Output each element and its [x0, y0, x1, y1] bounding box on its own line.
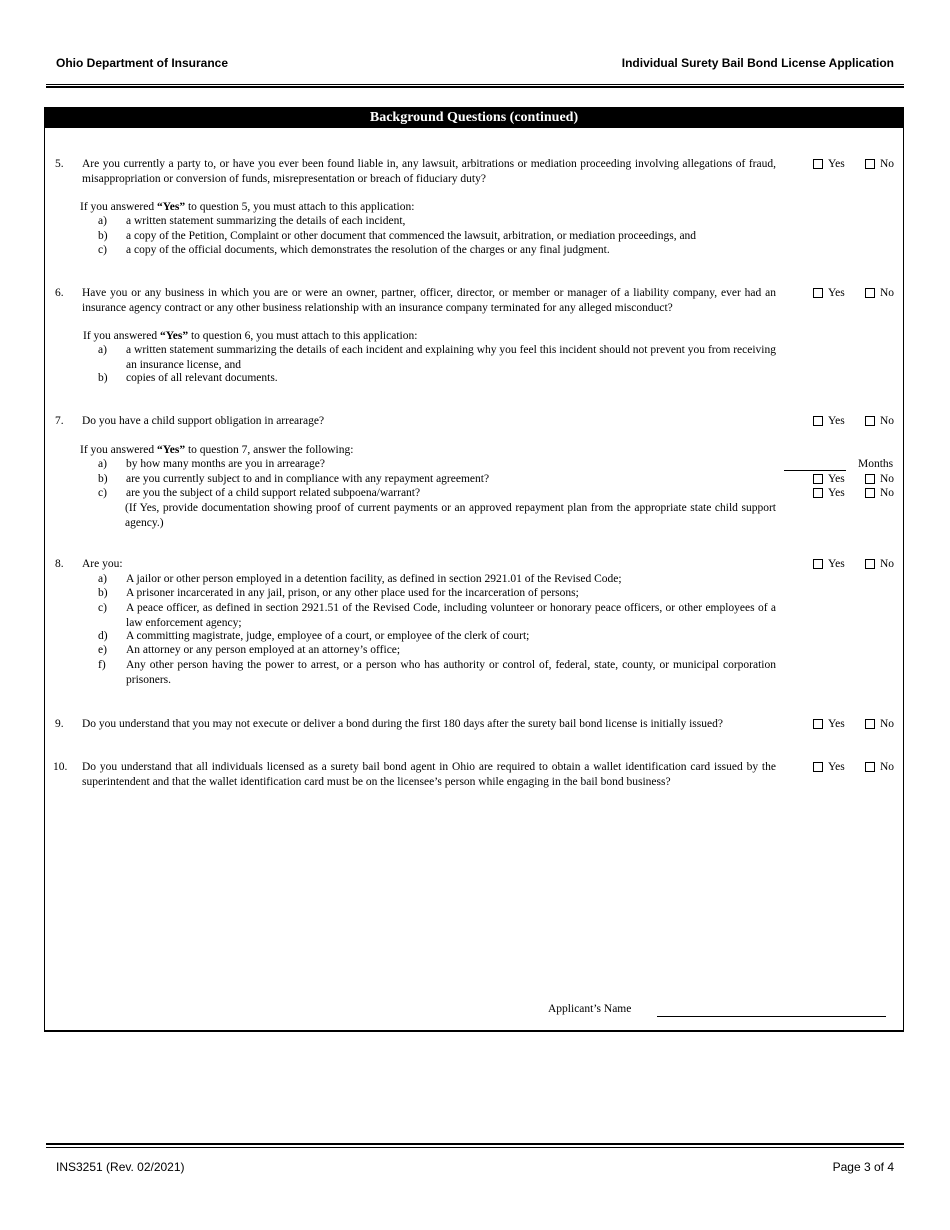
q9-yes-label: Yes — [828, 718, 845, 730]
q7b-no-label: No — [880, 473, 895, 485]
q7-months-label: Months — [858, 458, 894, 470]
q5-number: 5. — [55, 158, 64, 170]
q8-item-d-letter: d) — [98, 630, 108, 642]
q8-yes-label: Yes — [828, 558, 845, 570]
q5-no-label: No — [880, 158, 895, 170]
q5-item-b: a copy of the Petition, Complaint or other document that commenced the lawsuit, arbitration, or mediation proceedings, and — [126, 230, 697, 242]
q6-number: 6. — [55, 287, 64, 299]
q7-note: (If Yes, provide documentation showing proof of current payments or an approved repayment plan from the appropriate state child support agency.) — [125, 502, 776, 529]
q7-text: Do you have a child support obligation in arrearage? — [82, 415, 325, 427]
q6-item-a: a written statement summarizing the details of each incident and explaining why you feel this incident should not prevent you from receiving an insurance license, and — [126, 344, 776, 371]
q6-yes-checkbox[interactable] — [813, 288, 823, 298]
q10-text: Do you understand that all individuals licensed as a surety bail bond agent in Ohio are required to obtain a wallet identification card issued by the superintendent and that the wallet identification card must be on the licensee’s person while engaging in the bail bond business? — [82, 761, 776, 788]
q7c-yes-label: Yes — [828, 487, 845, 499]
q7c-no-checkbox[interactable] — [865, 488, 875, 498]
header-rule-thin — [46, 84, 904, 85]
q6-no-label: No — [880, 287, 895, 299]
q6-text: Have you or any business in which you are or were an owner, partner, officer, director, or member or manager of a liability company, ever had an insurance agency contract or any other business relationship with an insurance company terminated for any alleged misconduct? — [82, 287, 776, 314]
q7-item-a: by how many months are you in arrearage? — [126, 458, 325, 470]
q8-item-a: A jailor or other person employed in a detention facility, as defined in section 2921.01 of the Revised Code; — [126, 573, 622, 585]
footer-rule-thick — [46, 1143, 904, 1145]
q7-item-b-letter: b) — [98, 473, 108, 485]
q6-item-a-letter: a) — [98, 344, 107, 356]
q7-no-checkbox[interactable] — [865, 416, 875, 426]
q8-text: Are you: — [82, 558, 123, 570]
q8-item-e: An attorney or any person employed at an attorney’s office; — [126, 644, 401, 656]
q10-number: 10. — [53, 761, 68, 773]
q5-item-a-letter: a) — [98, 215, 107, 227]
q8-item-a-letter: a) — [98, 573, 107, 585]
q7c-no-label: No — [880, 487, 895, 499]
q5-item-b-letter: b) — [98, 230, 108, 242]
q10-no-checkbox[interactable] — [865, 762, 875, 772]
q7-yes-checkbox[interactable] — [813, 416, 823, 426]
footer-page-number: Page 3 of 4 — [832, 1160, 894, 1174]
q10-yes-checkbox[interactable] — [813, 762, 823, 772]
q8-item-c-letter: c) — [98, 602, 107, 614]
q7-instructions: If you answered “Yes” to question 7, answer the following: — [80, 444, 354, 456]
q6-instructions: If you answered “Yes” to question 6, you must attach to this application: — [83, 330, 418, 342]
q9-yes-checkbox[interactable] — [813, 719, 823, 729]
q10-yes-label: Yes — [828, 761, 845, 773]
q5-item-c: a copy of the official documents, which demonstrates the resolution of the charges or any final judgment. — [126, 244, 610, 256]
q8-no-label: No — [880, 558, 895, 570]
applicant-name-label: Applicant’s Name — [548, 1003, 632, 1015]
q6-no-checkbox[interactable] — [865, 288, 875, 298]
q8-no-checkbox[interactable] — [865, 559, 875, 569]
q7-no-label: No — [880, 415, 895, 427]
q8-item-e-letter: e) — [98, 644, 107, 656]
q8-yes-checkbox[interactable] — [813, 559, 823, 569]
footer-form-id: INS3251 (Rev. 02/2021) — [56, 1160, 185, 1174]
q9-no-checkbox[interactable] — [865, 719, 875, 729]
q7-item-c-letter: c) — [98, 487, 107, 499]
header-form-title: Individual Surety Bail Bond License Application — [621, 56, 894, 70]
q8-item-f: Any other person having the power to arrest, or a person who has authority or control of, federal, state, county, or municipal corporation prisoners. — [126, 659, 776, 686]
q5-item-c-letter: c) — [98, 244, 107, 256]
q9-text: Do you understand that you may not execute or deliver a bond during the first 180 days after the surety bail bond license is initially issued? — [82, 718, 723, 730]
q5-text: Are you currently a party to, or have you ever been found liable in, any lawsuit, arbitrations or mediation proceeding involving allegations of fraud, misappropriation or conversion of funds, misrepresentation or breach of fiduciary duty? — [82, 158, 776, 185]
q7-item-c: are you the subject of a child support related subpoena/warrant? — [126, 487, 421, 499]
section-title: Background Questions (continued) — [45, 107, 903, 128]
q8-item-b-letter: b) — [98, 587, 108, 599]
q10-no-label: No — [880, 761, 895, 773]
q8-number: 8. — [55, 558, 64, 570]
q8-item-f-letter: f) — [98, 659, 106, 671]
q5-no-checkbox[interactable] — [865, 159, 875, 169]
q7-number: 7. — [55, 415, 64, 427]
q7b-no-checkbox[interactable] — [865, 474, 875, 484]
q6-yes-label: Yes — [828, 287, 845, 299]
q8-item-d: A committing magistrate, judge, employee of a court, or employee of the clerk of court; — [126, 630, 530, 642]
q7-yes-label: Yes — [828, 415, 845, 427]
footer-rule-thin — [46, 1147, 904, 1148]
q9-no-label: No — [880, 718, 895, 730]
q9-number: 9. — [55, 718, 64, 730]
q6-item-b-letter: b) — [98, 372, 108, 384]
q5-yes-label: Yes — [828, 158, 845, 170]
q5-yes-checkbox[interactable] — [813, 159, 823, 169]
q7c-yes-checkbox[interactable] — [813, 488, 823, 498]
q8-item-c: A peace officer, as defined in section 2921.51 of the Revised Code, including volunteer or honorary peace officers, or other employees of a law enforcement agency; — [126, 602, 776, 629]
q7-item-a-letter: a) — [98, 458, 107, 470]
header-agency: Ohio Department of Insurance — [56, 56, 229, 70]
applicant-name-line[interactable] — [657, 1016, 886, 1017]
q7b-yes-label: Yes — [828, 473, 845, 485]
q7-months-input-line[interactable] — [784, 470, 846, 471]
q7b-yes-checkbox[interactable] — [813, 474, 823, 484]
q7-item-b: are you currently subject to and in compliance with any repayment agreement? — [126, 473, 490, 485]
header-rule-thick — [46, 86, 904, 88]
q6-item-b: copies of all relevant documents. — [126, 372, 278, 384]
q5-instructions: If you answered “Yes” to question 5, you must attach to this application: — [80, 201, 415, 213]
q5-item-a: a written statement summarizing the details of each incident, — [126, 215, 406, 227]
q8-item-b: A prisoner incarcerated in any jail, prison, or any other place used for the incarceration of persons; — [126, 587, 579, 599]
